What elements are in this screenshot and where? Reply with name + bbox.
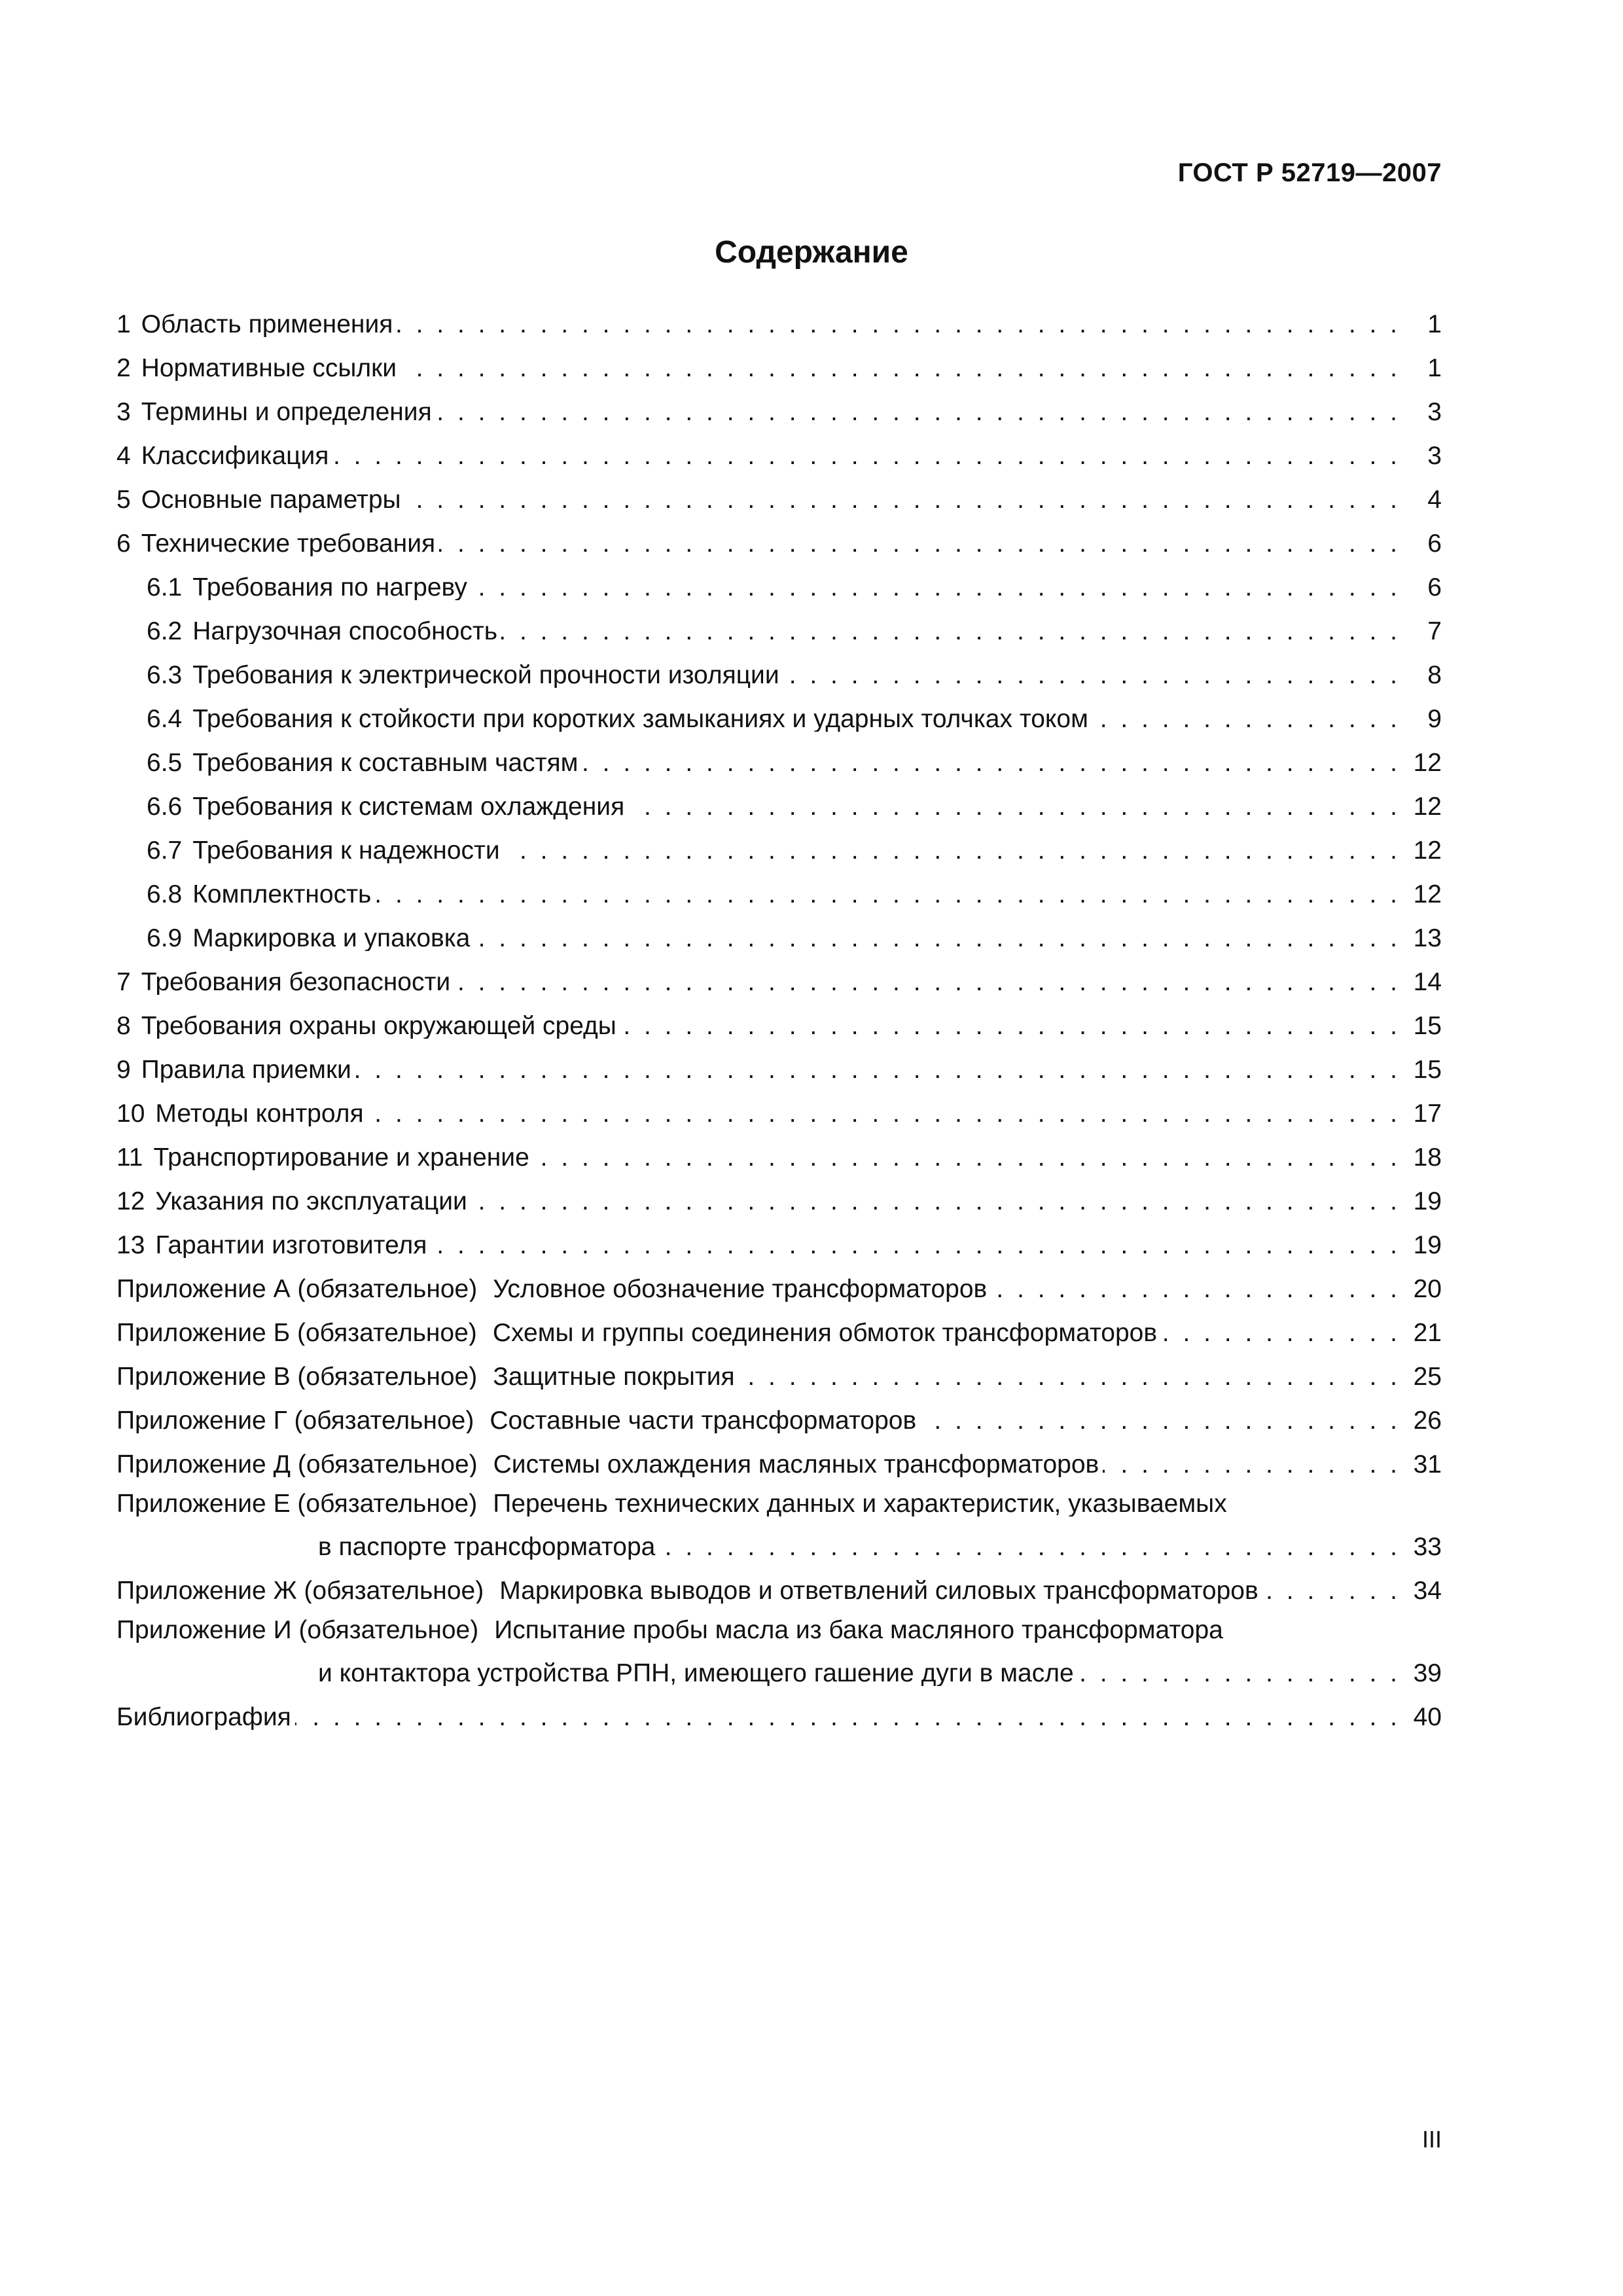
toc-number: 6.3 bbox=[147, 661, 183, 688]
dot-leader bbox=[375, 882, 1397, 907]
dot-leader bbox=[1092, 706, 1397, 732]
toc-title: Требования к электрической прочности изоляции bbox=[192, 661, 779, 688]
toc-title: Основные параметры bbox=[141, 486, 401, 512]
toc-page: 1 bbox=[1427, 354, 1442, 381]
appendix-title: Защитные покрытия bbox=[493, 1363, 735, 1390]
toc-item-6-7[interactable] bbox=[116, 819, 1442, 863]
dot-leader bbox=[1103, 1452, 1397, 1477]
dot-leader bbox=[474, 925, 1397, 951]
toc-title: Требования к надежности bbox=[192, 836, 500, 863]
appendix-label: Приложение Г (обязательное) bbox=[116, 1407, 474, 1433]
appendix-title-continued: в паспорте трансформатора bbox=[318, 1533, 656, 1560]
toc-item-5[interactable] bbox=[116, 469, 1442, 512]
bibliography-title: Библиография bbox=[116, 1703, 291, 1730]
dot-leader bbox=[471, 575, 1397, 600]
toc-title: Нормативные ссылки bbox=[141, 354, 397, 381]
toc-page: 15 bbox=[1413, 1056, 1442, 1083]
toc-appendix-i-continued[interactable] bbox=[116, 1643, 1442, 1686]
toc-page: 39 bbox=[1413, 1659, 1442, 1686]
toc-appendix-e[interactable] bbox=[116, 1477, 1442, 1516]
toc-number: 10 bbox=[116, 1100, 145, 1126]
toc-title: Область применения bbox=[141, 310, 393, 337]
page-number: III bbox=[1421, 2126, 1442, 2153]
toc-appendix-zh[interactable] bbox=[116, 1560, 1442, 1604]
toc-item-1[interactable] bbox=[116, 293, 1442, 337]
toc-item-6-3[interactable] bbox=[116, 644, 1442, 688]
toc-item-6-2[interactable] bbox=[116, 600, 1442, 644]
toc-page: 12 bbox=[1413, 880, 1442, 907]
toc-page: 12 bbox=[1413, 793, 1442, 819]
toc-item-6-6[interactable] bbox=[116, 776, 1442, 819]
dot-leader bbox=[368, 1101, 1397, 1126]
toc-page: 3 bbox=[1427, 398, 1442, 425]
toc-number: 12 bbox=[116, 1187, 145, 1214]
toc-page: 12 bbox=[1413, 749, 1442, 776]
toc-page: 1 bbox=[1427, 310, 1442, 337]
toc-title: Требования безопасности bbox=[141, 968, 451, 995]
toc-appendix-d[interactable] bbox=[116, 1433, 1442, 1477]
toc-title: Нагрузочная способность bbox=[192, 617, 498, 644]
toc-title: Требования по нагреву bbox=[192, 573, 467, 600]
dot-leader bbox=[920, 1408, 1397, 1433]
toc-appendix-a[interactable] bbox=[116, 1258, 1442, 1302]
dot-leader bbox=[1078, 1660, 1397, 1686]
appendix-title-continued: и контактора устройства РПН, имеющего гашение дуги в масле bbox=[318, 1659, 1074, 1686]
dot-leader bbox=[355, 1057, 1397, 1083]
toc-item-4[interactable] bbox=[116, 425, 1442, 469]
toc-item-10[interactable] bbox=[116, 1083, 1442, 1126]
toc-title: Требования к системам охлаждения bbox=[192, 793, 625, 819]
toc-number: 2 bbox=[116, 354, 131, 381]
document-code: ГОСТ Р 52719—2007 bbox=[1177, 158, 1442, 187]
dot-leader bbox=[471, 1189, 1397, 1214]
toc-title: Технические требования bbox=[141, 529, 436, 556]
appendix-title: Составные части трансформаторов bbox=[490, 1407, 917, 1433]
toc-appendix-g[interactable] bbox=[116, 1390, 1442, 1433]
toc-number: 6.4 bbox=[147, 705, 183, 732]
appendix-label: Приложение Б (обязательное) bbox=[116, 1319, 477, 1346]
toc-item-12[interactable] bbox=[116, 1170, 1442, 1214]
toc-item-3[interactable] bbox=[116, 381, 1442, 425]
toc-page: 19 bbox=[1413, 1231, 1442, 1258]
toc-page: 17 bbox=[1413, 1100, 1442, 1126]
toc-item-8[interactable] bbox=[116, 995, 1442, 1039]
toc-page: 7 bbox=[1427, 617, 1442, 644]
toc-number: 4 bbox=[116, 442, 131, 469]
dot-leader bbox=[783, 662, 1397, 688]
toc-number: 6.9 bbox=[147, 924, 183, 951]
dot-leader bbox=[431, 1232, 1397, 1258]
toc-item-6-1[interactable] bbox=[116, 556, 1442, 600]
toc-title: Требования охраны окружающей среды bbox=[141, 1012, 616, 1039]
toc-title: Указания по эксплуатации bbox=[155, 1187, 467, 1214]
toc-page: 20 bbox=[1413, 1275, 1442, 1302]
toc-number: 6.7 bbox=[147, 836, 183, 863]
toc-appendix-i[interactable] bbox=[116, 1604, 1442, 1643]
toc-item-6-9[interactable] bbox=[116, 907, 1442, 951]
dot-leader bbox=[405, 487, 1397, 512]
toc-page: 19 bbox=[1413, 1187, 1442, 1214]
toc-item-6-4[interactable] bbox=[116, 688, 1442, 732]
toc-number: 6 bbox=[116, 529, 131, 556]
toc-title: Классификация bbox=[141, 442, 329, 469]
toc-page: 34 bbox=[1413, 1577, 1442, 1604]
dot-leader bbox=[436, 399, 1397, 425]
toc-number: 9 bbox=[116, 1056, 131, 1083]
toc-page: 26 bbox=[1413, 1407, 1442, 1433]
dot-leader bbox=[501, 619, 1397, 644]
dot-leader bbox=[439, 531, 1397, 556]
toc-title: Маркировка и упаковка bbox=[192, 924, 471, 951]
toc-item-7[interactable] bbox=[116, 951, 1442, 995]
toc-item-13[interactable] bbox=[116, 1214, 1442, 1258]
appendix-label: Приложение В (обязательное) bbox=[116, 1363, 478, 1390]
toc-page: 6 bbox=[1427, 573, 1442, 600]
toc-page: 12 bbox=[1413, 836, 1442, 863]
dot-leader bbox=[401, 355, 1397, 381]
page-title: Содержание bbox=[715, 235, 908, 270]
toc-title: Гарантии изготовителя bbox=[155, 1231, 427, 1258]
toc-appendix-e-continued[interactable] bbox=[116, 1516, 1442, 1560]
toc-number: 6.6 bbox=[147, 793, 183, 819]
toc-title: Методы контроля bbox=[155, 1100, 364, 1126]
dot-leader bbox=[504, 838, 1397, 863]
dot-leader bbox=[739, 1364, 1397, 1390]
toc-title: Транспортирование и хранение bbox=[153, 1143, 529, 1170]
toc-page: 6 bbox=[1427, 529, 1442, 556]
dot-leader bbox=[397, 312, 1397, 337]
toc-item-6[interactable] bbox=[116, 512, 1442, 556]
toc-item-2[interactable] bbox=[116, 337, 1442, 381]
appendix-label: Приложение Ж (обязательное) bbox=[116, 1577, 484, 1604]
toc-title: Правила приемки bbox=[141, 1056, 351, 1083]
toc-page: 15 bbox=[1413, 1012, 1442, 1039]
appendix-label: Приложение Е (обязательное) bbox=[116, 1490, 478, 1516]
dot-leader bbox=[1161, 1320, 1397, 1346]
toc-number: 6.2 bbox=[147, 617, 183, 644]
toc-page: 18 bbox=[1413, 1143, 1442, 1170]
dot-leader bbox=[628, 794, 1397, 819]
toc-page: 4 bbox=[1427, 486, 1442, 512]
toc-page: 13 bbox=[1413, 924, 1442, 951]
toc-number: 1 bbox=[116, 310, 131, 337]
appendix-title: Перечень технических данных и характеристик, указываемых bbox=[493, 1490, 1227, 1516]
toc-page: 8 bbox=[1427, 661, 1442, 688]
appendix-label: Приложение А (обязательное) bbox=[116, 1275, 478, 1302]
toc-item-11[interactable] bbox=[116, 1126, 1442, 1170]
toc-page: 14 bbox=[1413, 968, 1442, 995]
toc-title: Комплектность bbox=[192, 880, 372, 907]
toc-number: 6.8 bbox=[147, 880, 183, 907]
toc-item-6-5[interactable] bbox=[116, 732, 1442, 776]
dot-leader bbox=[582, 750, 1397, 776]
dot-leader bbox=[454, 969, 1397, 995]
toc-title: Термины и определения bbox=[141, 398, 432, 425]
toc-title: Требования к стойкости при коротких замыканиях и ударных толчках током bbox=[192, 705, 1088, 732]
toc-page: 3 bbox=[1427, 442, 1442, 469]
appendix-title: Схемы и группы соединения обмоток трансформаторов bbox=[492, 1319, 1158, 1346]
dot-leader bbox=[533, 1145, 1397, 1170]
toc-appendix-v[interactable] bbox=[116, 1346, 1442, 1390]
toc-number: 6.1 bbox=[147, 573, 183, 600]
toc-page: 33 bbox=[1413, 1533, 1442, 1560]
dot-leader bbox=[332, 443, 1397, 469]
toc-number: 13 bbox=[116, 1231, 145, 1258]
toc-appendix-b[interactable] bbox=[116, 1302, 1442, 1346]
toc-item-9[interactable] bbox=[116, 1039, 1442, 1083]
appendix-title: Условное обозначение трансформаторов bbox=[493, 1275, 988, 1302]
appendix-title: Системы охлаждения масляных трансформаторов bbox=[493, 1450, 1099, 1477]
toc-page: 21 bbox=[1413, 1319, 1442, 1346]
toc-page: 31 bbox=[1413, 1450, 1442, 1477]
toc-page: 25 bbox=[1413, 1363, 1442, 1390]
toc-item-6-8[interactable] bbox=[116, 863, 1442, 907]
dot-leader bbox=[295, 1704, 1397, 1730]
dot-leader bbox=[991, 1276, 1397, 1302]
toc-number: 6.5 bbox=[147, 749, 183, 776]
toc-bibliography[interactable] bbox=[116, 1686, 1442, 1730]
toc-number: 5 bbox=[116, 486, 131, 512]
appendix-title: Испытание пробы масла из бака масляного трансформатора bbox=[494, 1616, 1223, 1643]
table-of-contents bbox=[116, 293, 1442, 1730]
toc-page: 9 bbox=[1427, 705, 1442, 732]
toc-page: 40 bbox=[1413, 1703, 1442, 1730]
dot-leader bbox=[1262, 1578, 1397, 1604]
toc-number: 8 bbox=[116, 1012, 131, 1039]
toc-number: 7 bbox=[116, 968, 131, 995]
appendix-label: Приложение И (обязательное) bbox=[116, 1616, 479, 1643]
toc-title: Требования к составным частям bbox=[192, 749, 579, 776]
dot-leader bbox=[620, 1013, 1397, 1039]
dot-leader bbox=[659, 1534, 1397, 1560]
appendix-label: Приложение Д (обязательное) bbox=[116, 1450, 478, 1477]
toc-number: 11 bbox=[116, 1143, 143, 1170]
appendix-title: Маркировка выводов и ответвлений силовых трансформаторов bbox=[499, 1577, 1258, 1604]
toc-number: 3 bbox=[116, 398, 131, 425]
